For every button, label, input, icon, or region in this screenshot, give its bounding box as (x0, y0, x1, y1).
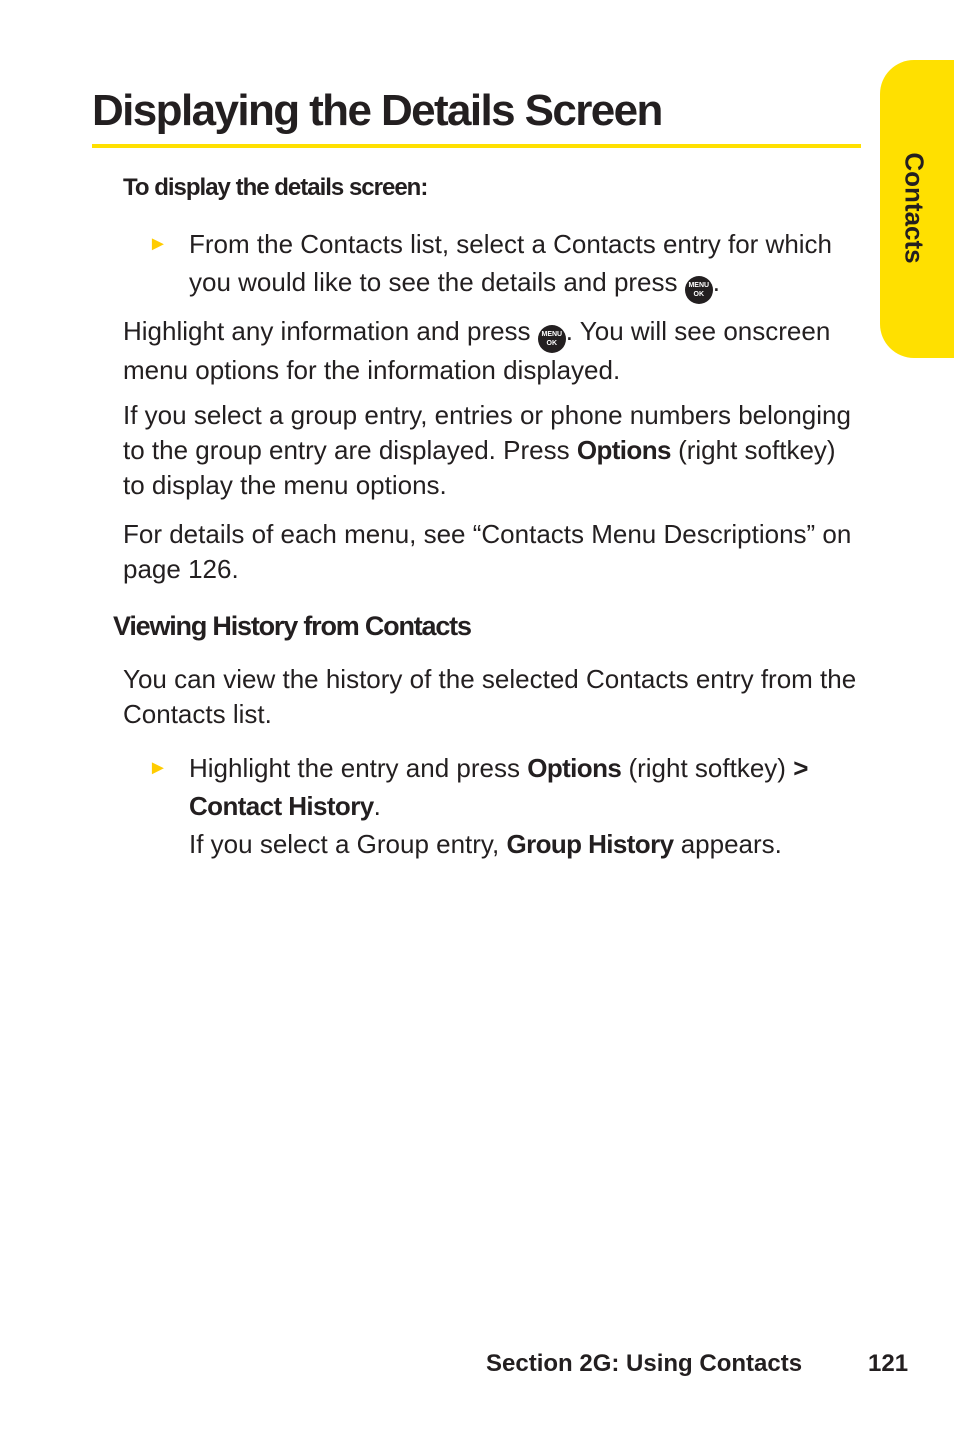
subsection-intro: You can view the history of the selected Contacts entry from the Contacts list. (123, 664, 857, 729)
options-softkey-label: Options (576, 435, 671, 465)
footer-section-title: Section 2G: Using Contacts (486, 1350, 803, 1377)
paragraph-menu-reference: For details of each menu, see “Contacts Menu Descriptions” on page 126. (123, 519, 852, 584)
subsection-heading: Viewing History from Contacts (113, 611, 471, 641)
bullet-arrow-icon: ► (148, 233, 168, 255)
paragraph-highlight: Highlight any information and press MENU OK . You will see onscreen menu options for the information displayed. (123, 316, 831, 385)
title-underline (92, 144, 861, 148)
history-step: ► Highlight the entry and press Options (right softkey) > Contact History. If you select a Group entry, Group History appears. (148, 749, 858, 863)
paragraph-group-entry: If you select a group entry, entries or phone numbers belonging to the group entry are displayed. Press Options (right softkey) to display the menu options. (123, 400, 851, 500)
chevron-right-icon: > (793, 753, 808, 783)
menu-ok-key-icon: MENU OK (538, 325, 566, 353)
group-history-label: Group History (506, 829, 674, 859)
bullet-arrow-icon: ► (148, 757, 168, 779)
page-number: 121 (868, 1350, 909, 1377)
side-tab-label: Contacts (899, 152, 930, 264)
options-softkey-label: Options (527, 753, 622, 783)
procedure-step: ► From the Contacts list, select a Contacts entry for which you would like to see the details and press MENU OK . (148, 225, 858, 304)
page-title: Displaying the Details Screen (92, 86, 662, 135)
contact-history-label: Contact History (189, 791, 374, 821)
menu-ok-key-icon: MENU OK (685, 276, 713, 304)
step-text: From the Contacts list, select a Contacts entry for which you would like to see the details and press (189, 229, 833, 297)
procedure-heading: To display the details screen: (123, 174, 428, 201)
